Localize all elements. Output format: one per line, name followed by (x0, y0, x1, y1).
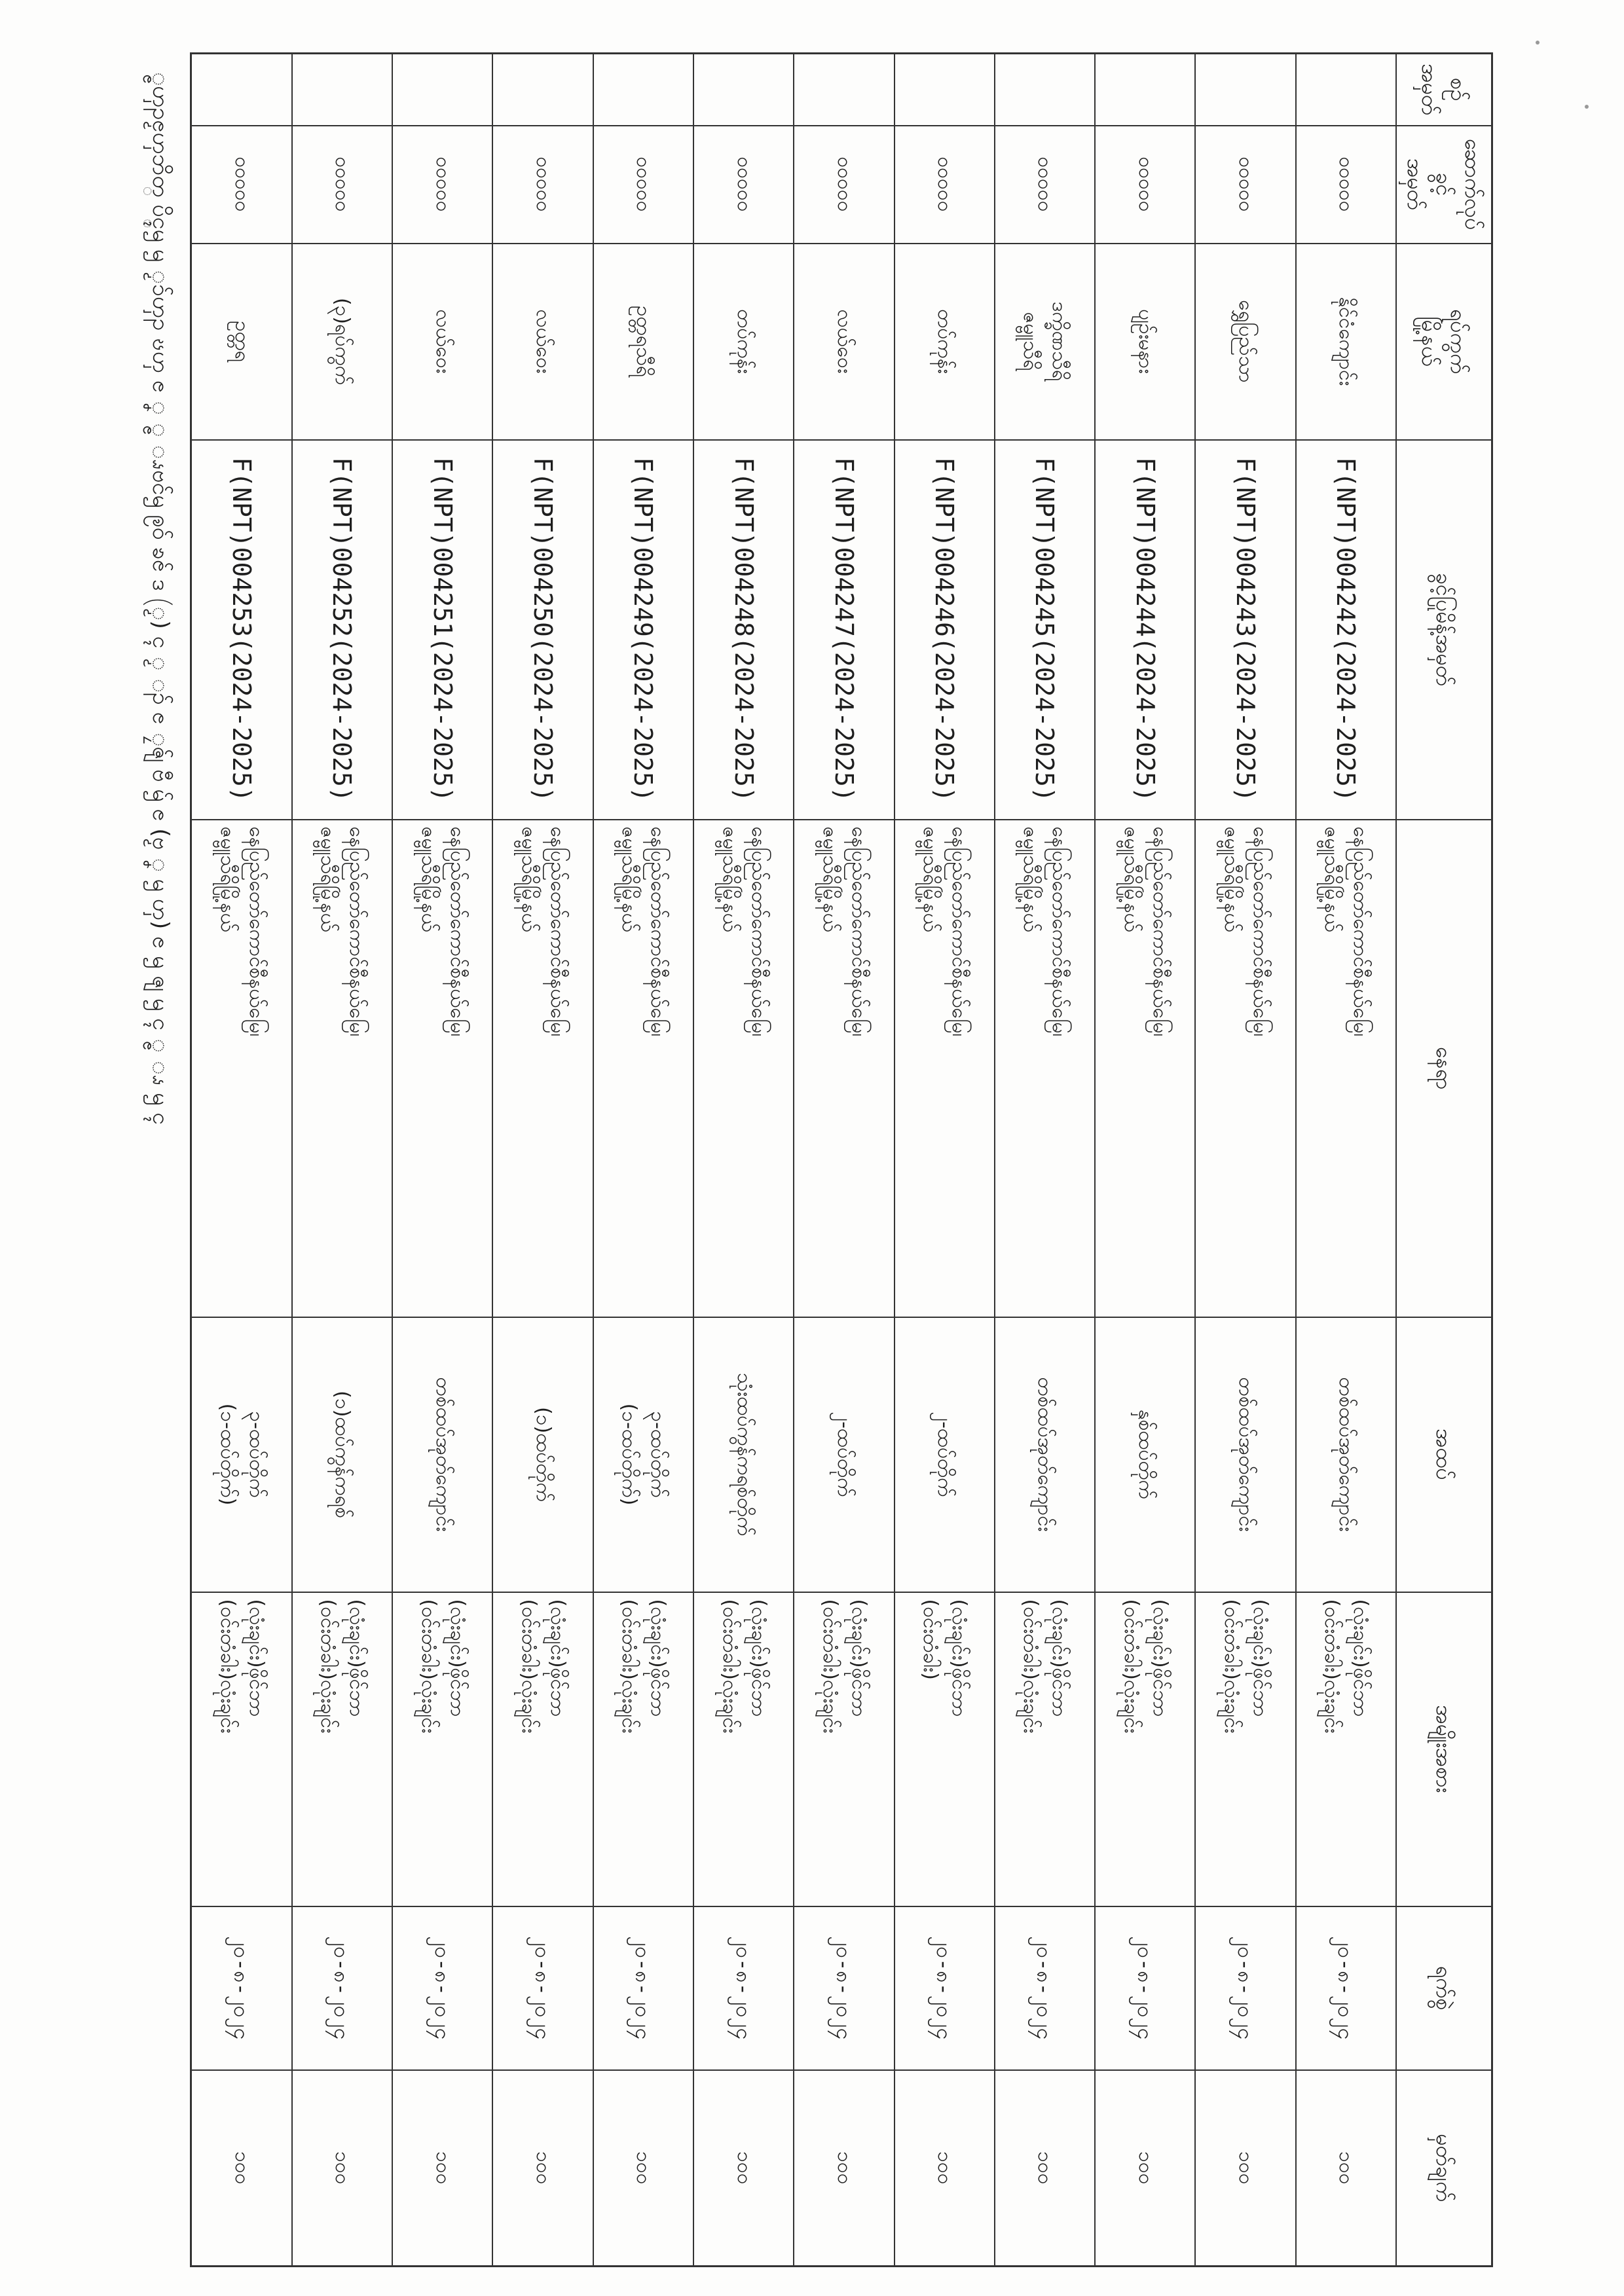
location-cell: နေပြည်တော်ကောင်စီနယ်မြေ၊ ဇမ္ဗူသီရိမြို့နယ် (593, 820, 693, 1317)
date-cell: ၂၀-၈-၂၀၂၄ (693, 1906, 794, 2070)
serial-cell (492, 54, 593, 126)
floor-cell: (၁)ထပ်တိုက် (492, 1317, 593, 1592)
date-cell: ၂၀-၈-၂၀၂၄ (492, 1906, 593, 2070)
location-cell: နေပြည်တော်ကောင်စီနယ်မြေ၊ ဇမ္ဗူသီရိမြို့နယ် (492, 820, 593, 1317)
header-row (1396, 54, 1492, 2267)
ward-cell: ဥတ္တရ (191, 244, 292, 440)
remark-cell: ၁၀၀ (895, 2070, 995, 2267)
permit-type-cell: ဝ၀၀၀၀ (1095, 126, 1195, 244)
header-cell: အမျိုးအစား (1396, 1592, 1492, 1906)
building-type-cell: (လုံးချင်း)ဖိုင်ဘာ (ဝင်းတံခါး)လုံးချင်း (1195, 1592, 1295, 1906)
date-cell: ၂၀-၈-၂၀၂၄ (794, 1906, 894, 2070)
page-caption: ၘၯၣၔၟၯဘိတ္ ပိၚ္ၝ ၝ ၟၥ်ၯၣ ၓၯ ၔ ၞ ၘ ၗဗၚ်ၝ ဨဝ် ၶၔ် ဒ (ၟ) ၚ ၟ ၣ် ၔ ၠၛ် ဗီ ၝ် ၔ (ဗၟ ၞ ၝ ၯ) ၔ ၝ ၛ ၝ ၚ ၘ ၗ ၝ ၚ (147, 72, 174, 1125)
date-cell: ၂၀-၈-၂၀၂၄ (1095, 1906, 1195, 2070)
floor-cell: ၂-ထပ်တိုက် (794, 1317, 894, 1592)
table-row (593, 54, 693, 2267)
building-type-cell: (လုံးချင်း)ဖိုင်ဘာ (ဝင်းတံခါး)လုံးချင်း (392, 1592, 492, 1906)
serial-cell (593, 54, 693, 126)
floor-cell: ၂-ထပ်တိုက် (895, 1317, 995, 1592)
permit-type-cell: ဝ၀၀၀၀ (1296, 126, 1396, 244)
date-cell: ၂၀-၈-၂၀၂၄ (593, 1906, 693, 2070)
table-row (1095, 54, 1195, 2267)
serial-cell (693, 54, 794, 126)
location-cell: နေပြည်တော်ကောင်စီနယ်မြေ၊ ဇမ္ဗူသီရိမြို့နယ် (693, 820, 794, 1317)
permit-number-cell: F(NPT)004246(2024-2025) (895, 440, 995, 820)
remark-cell: ၁၀၀ (1296, 2070, 1396, 2267)
serial-cell (292, 54, 392, 126)
table-row (492, 54, 593, 2267)
date-cell: ၂၀-၈-၂၀၂၄ (1195, 1906, 1295, 2070)
floor-cell: သုံးထပ်ကွန်ကရစ်တိုက် (693, 1317, 794, 1592)
ward-cell: နိုင်ငံကျောင်း (1296, 244, 1396, 440)
permit-table (190, 52, 1493, 2267)
floor-cell: ၃-ထပ်တိုက် (၁-ထပ်တိုက်) (191, 1317, 292, 1592)
building-type-cell: (လုံးချင်း)ဖိုင်ဘာ (ဝင်းတံခါး)လုံးချင်း (794, 1592, 894, 1906)
ward-cell: (၃)ရပ်ကွက် (292, 244, 392, 440)
permit-type-cell: ဝ၀၀၀၀ (593, 126, 693, 244)
ward-cell: လယ်ဝေး (392, 244, 492, 440)
remark-cell: ၁၀၀ (191, 2070, 292, 2267)
date-cell: ၂၀-၈-၂၀၂၄ (1296, 1906, 1396, 2070)
floor-cell: (၁)ထပ်ကွန်ကရစ် (292, 1317, 392, 1592)
permit-type-cell: ဝ၀၀၀၀ (292, 126, 392, 244)
permit-type-cell: ဝ၀၀၀၀ (895, 126, 995, 244)
location-cell: နေပြည်တော်ကောင်စီနယ်မြေ၊ ဇမ္ဗူသီရိမြို့နယ် (1195, 820, 1295, 1317)
table-body (191, 54, 1397, 2267)
table-row (191, 54, 292, 2267)
remark-cell: ၁၀၀ (693, 2070, 794, 2267)
permit-number-cell: F(NPT)004250(2024-2025) (492, 440, 593, 820)
date-cell: ၂၀-၈-၂၀၂၄ (292, 1906, 392, 2070)
header-cell: ဆောက်လုပ်ခွင့် အမှတ် (1396, 126, 1492, 244)
permit-number-cell: F(NPT)004243(2024-2025) (1195, 440, 1295, 820)
ward-cell: လယ်ဝေး (794, 244, 894, 440)
serial-cell (1095, 54, 1195, 126)
permit-number-cell: F(NPT)004244(2024-2025) (1095, 440, 1195, 820)
date-cell: ၂၀-၈-၂၀၂၄ (895, 1906, 995, 2070)
remark-cell: ၁၀၀ (392, 2070, 492, 2267)
permit-type-cell: ဝ၀၀၀၀ (492, 126, 593, 244)
building-type-cell: (လုံးချင်း)ဖိုင်ဘာ (ဝင်းတံခါး)လုံးချင်း (292, 1592, 392, 1906)
building-type-cell: (လုံးချင်း)ဖိုင်ဘာ (ဝင်းတံခါး)လုံးချင်း (1296, 1592, 1396, 1906)
remark-cell: ၁၀၀ (1095, 2070, 1195, 2267)
header-cell: စဉ် အမှတ် (1396, 54, 1492, 126)
permit-number-cell: F(NPT)004247(2024-2025) (794, 440, 894, 820)
location-cell: နေပြည်တော်ကောင်စီနယ်မြေ၊ ဇမ္ဗူသီရိမြို့နယ် (191, 820, 292, 1317)
table-row (292, 54, 392, 2267)
header-cell: နေရာ (1396, 820, 1492, 1317)
scan-speck (1536, 41, 1540, 45)
building-type-cell: (လုံးချင်း)ဖိုင်ဘာ (ဝင်းတံခါး)လုံးချင်း (995, 1592, 1095, 1906)
table-row (1296, 54, 1396, 2267)
scan-speck (1585, 105, 1589, 109)
floor-cell: နှစ်ထပ်တိုက် (1095, 1317, 1195, 1592)
table-row (693, 54, 794, 2267)
header-cell: ရက်စွဲ (1396, 1906, 1492, 2070)
serial-cell (995, 54, 1095, 126)
serial-cell (1195, 54, 1295, 126)
permit-number-cell: F(NPT)004252(2024-2025) (292, 440, 392, 820)
table-row (794, 54, 894, 2267)
remark-cell: ၁၀၀ (794, 2070, 894, 2267)
serial-cell (392, 54, 492, 126)
header-cell: အထပ် (1396, 1317, 1492, 1592)
table-row (1195, 54, 1295, 2267)
building-type-cell: (လုံးချင်း)ဖိုင်ဘာ (ဝင်းတံခါး)လုံးချင်း (593, 1592, 693, 1906)
table-row (392, 54, 492, 2267)
ward-cell: လယ်ဝေး (492, 244, 593, 440)
header-cell: မှတ်ချက် (1396, 2070, 1492, 2267)
permit-type-cell: ဝ၀၀၀၀ (191, 126, 292, 244)
floor-cell: တစ်ထပ်အုတ်ကျောင်း (1296, 1317, 1396, 1592)
table-row (895, 54, 995, 2267)
location-cell: နေပြည်တော်ကောင်စီနယ်မြေ၊ ဇမ္ဗူသီရိမြို့နယ် (292, 820, 392, 1317)
location-cell: နေပြည်တော်ကောင်စီနယ်မြေ၊ ဇမ္ဗူသီရိမြို့နယ် (794, 820, 894, 1317)
table-row (995, 54, 1095, 2267)
serial-cell (895, 54, 995, 126)
location-cell: နေပြည်တော်ကောင်စီနယ်မြေ၊ ဇမ္ဗူသီရိမြို့နယ် (392, 820, 492, 1317)
location-cell: နေပြည်တော်ကောင်စီနယ်မြေ၊ ဇမ္ဗူသီရိမြို့နယ် (1095, 820, 1195, 1317)
floor-cell: တစ်ထပ်အုတ်ကျောင်း (392, 1317, 492, 1592)
permit-type-cell: ဝ၀၀၀၀ (392, 126, 492, 244)
remark-cell: ၁၀၀ (593, 2070, 693, 2267)
building-type-cell: (လုံးချင်း)ဖိုင်ဘာ (ဝင်းတံခါး)လုံးချင်း (1095, 1592, 1195, 1906)
permit-type-cell: ဝ၀၀၀၀ (1195, 126, 1295, 244)
date-cell: ၂၀-၈-၂၀၂၄ (392, 1906, 492, 2070)
rotated-sheet (118, 52, 1493, 2265)
ward-cell: ဒက္ခိဏသီရိ ဇမ္ဗူသီရိ (995, 244, 1095, 440)
floor-cell: ၃-ထပ်တိုက် (၁-ထပ်တိုက်) (593, 1317, 693, 1592)
permit-number-cell: F(NPT)004248(2024-2025) (693, 440, 794, 820)
ward-cell: ရွှေပြည်သာ (1195, 244, 1295, 440)
location-cell: နေပြည်တော်ကောင်စီနယ်မြေ၊ ဇမ္ဗူသီရိမြို့နယ် (895, 820, 995, 1317)
ward-cell: တပ်ကုန်း (693, 244, 794, 440)
serial-cell (794, 54, 894, 126)
floor-cell: တစ်ထပ်အုတ်ကျောင်း (995, 1317, 1095, 1592)
permit-type-cell: ဝ၀၀၀၀ (995, 126, 1095, 244)
location-cell: နေပြည်တော်ကောင်စီနယ်မြေ၊ ဇမ္ဗူသီရိမြို့နယ် (995, 820, 1095, 1317)
location-cell: နေပြည်တော်ကောင်စီနယ်မြေ၊ ဇမ္ဗူသီရိမြို့နယ် (1296, 820, 1396, 1317)
header-cell: ရပ်ကွက် မြို့နယ် (1396, 244, 1492, 440)
permit-number-cell: F(NPT)004251(2024-2025) (392, 440, 492, 820)
header-cell: ခွင့်ပြုမိန့်အမှတ် (1396, 440, 1492, 820)
serial-cell (1296, 54, 1396, 126)
remark-cell: ၁၀၀ (292, 2070, 392, 2267)
permit-number-cell: F(NPT)004253(2024-2025) (191, 440, 292, 820)
permit-type-cell: ဝ၀၀၀၀ (693, 126, 794, 244)
building-type-cell: (လုံးချင်း)ဖိုင်ဘာ (ဝင်းတံခါး)လုံးချင်း (191, 1592, 292, 1906)
ward-cell: ပျဉ်းမနား (1095, 244, 1195, 440)
building-type-cell: (လုံးချင်း)ဖိုင်ဘာ (ဝင်းတံခါး) (895, 1592, 995, 1906)
permit-number-cell: F(NPT)004249(2024-2025) (593, 440, 693, 820)
permit-type-cell: ဝ၀၀၀၀ (794, 126, 894, 244)
remark-cell: ၁၀၀ (995, 2070, 1095, 2267)
building-type-cell: (လုံးချင်း)ဖိုင်ဘာ (ဝင်းတံခါး)လုံးချင်း (492, 1592, 593, 1906)
date-cell: ၂၀-၈-၂၀၂၄ (995, 1906, 1095, 2070)
floor-cell: တစ်ထပ်အုတ်ကျောင်း (1195, 1317, 1295, 1592)
remark-cell: ၁၀၀ (492, 2070, 593, 2267)
building-type-cell: (လုံးချင်း)ဖိုင်ဘာ (ဝင်းတံခါး)လုံးချင်း (693, 1592, 794, 1906)
ward-cell: တပ်ကုန်း (895, 244, 995, 440)
serial-cell (191, 54, 292, 126)
ward-cell: ဥတ္တရသီရိ (593, 244, 693, 440)
date-cell: ၂၀-၈-၂၀၂၄ (191, 1906, 292, 2070)
remark-cell: ၁၀၀ (1195, 2070, 1295, 2267)
permit-number-cell: F(NPT)004242(2024-2025) (1296, 440, 1396, 820)
permit-number-cell: F(NPT)004245(2024-2025) (995, 440, 1095, 820)
